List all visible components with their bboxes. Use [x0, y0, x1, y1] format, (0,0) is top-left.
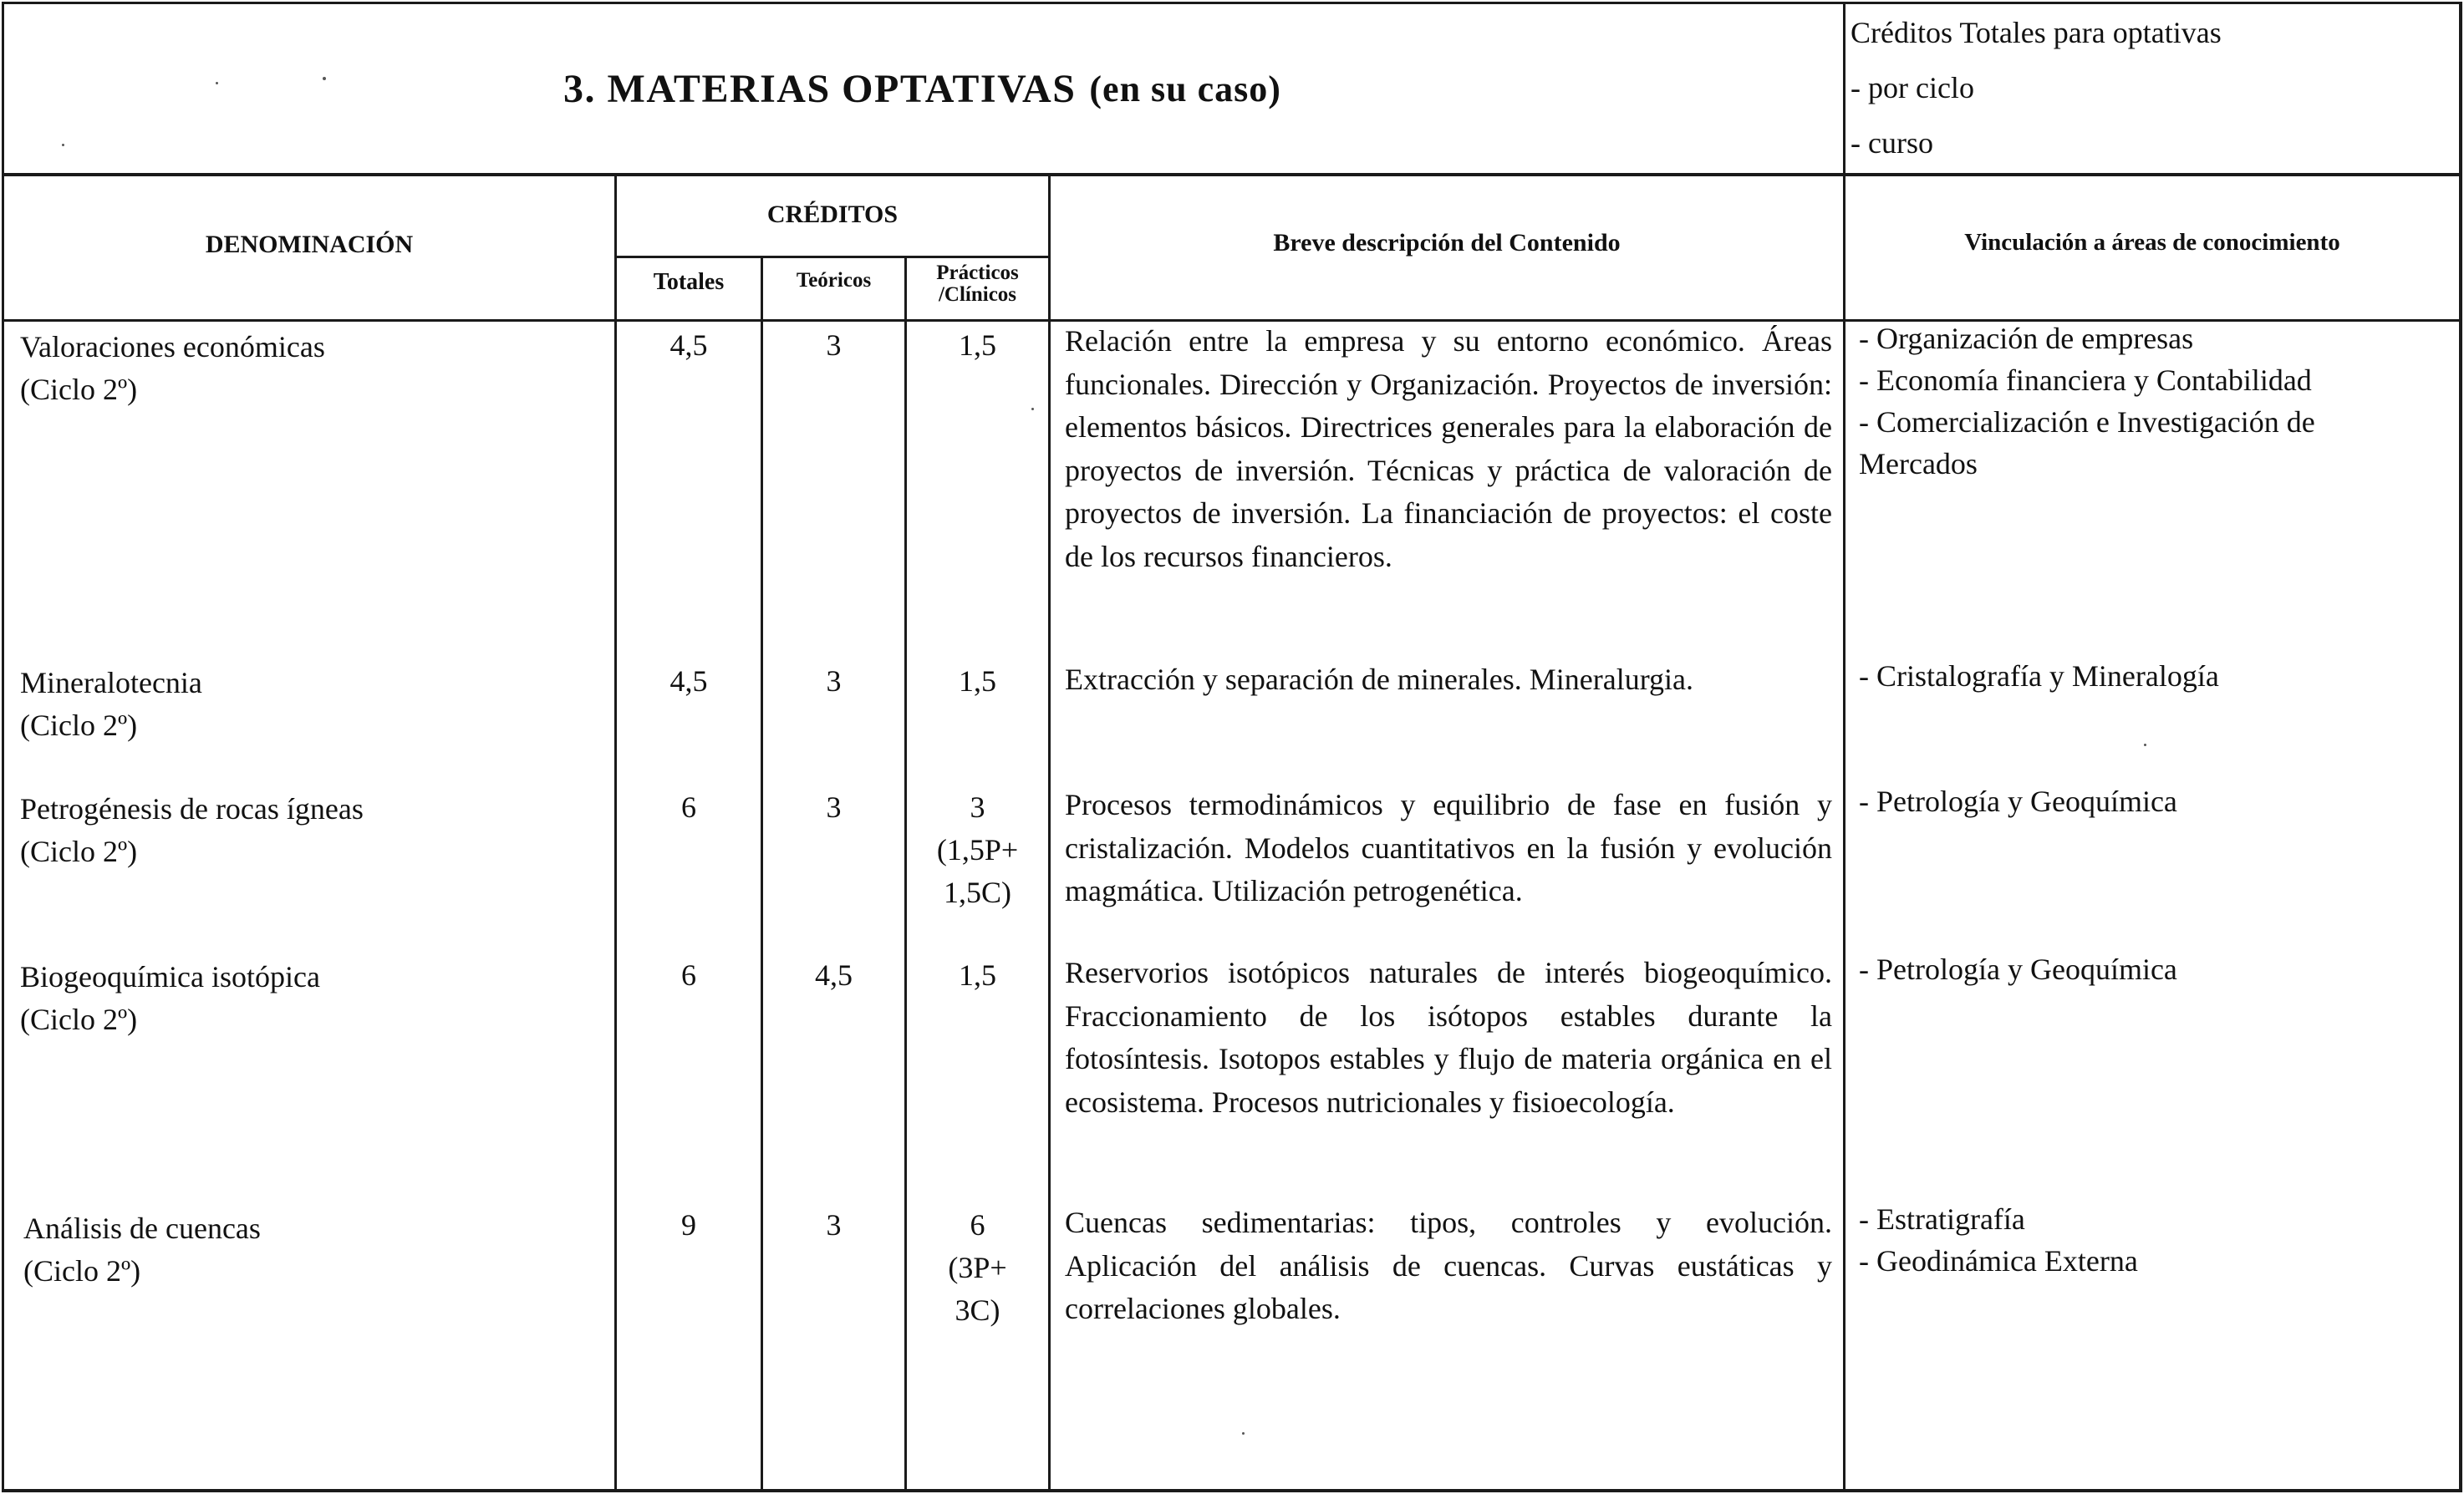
scan-speck: [2144, 744, 2146, 746]
subject-cycle: (Ciclo 2º): [20, 1003, 138, 1036]
subject-description: Relación entre la empresa y su entorno económico. Áreas funcionales. Dirección y Organización. Proyectos de inversión: elementos básicos. Directrices generales para la elaboración de proyectos de inversión. Técnicas y práctica de valoración de proyectos de inversión. La financiación de proyectos: el coste de los recursos financieros.: [1065, 324, 1832, 573]
header-descripcion: Breve descripción del Contenido: [1273, 229, 1621, 257]
credits-box-line1: Créditos Totales para optativas: [1851, 16, 2222, 49]
credits-totales: 4,5: [669, 664, 708, 698]
credits-practicos-line: (3P+: [948, 1251, 1007, 1284]
credits-teoricos: 3: [826, 664, 842, 698]
credits-box-divider: [1843, 2, 1845, 1492]
knowledge-areas: [1859, 780, 2177, 822]
practicos-divider: [1048, 173, 1051, 1492]
knowledge-areas: [1859, 1198, 2138, 1282]
credits-totales: 4,5: [669, 328, 708, 362]
table-row-name: [20, 956, 320, 1041]
header-teoricos: Teóricos: [796, 269, 872, 292]
subject-description: Cuencas sedimentarias: tipos, controles y evolución. Aplicación del análisis de cuencas. Curvas eustáticas y correlaciones globales.: [1065, 1206, 1832, 1325]
subject-cycle: (Ciclo 2º): [20, 709, 138, 742]
credits-practicos-line: (1,5P+: [936, 833, 1019, 866]
knowledge-area: - Economía financiera y Contabilidad: [1859, 363, 2312, 397]
denominacion-divider: [614, 173, 617, 1492]
credits-box-line2: - por ciclo: [1851, 71, 1974, 104]
credits-totales: 6: [681, 790, 696, 824]
scan-speck: [62, 144, 64, 146]
table-bottom-border: [2, 1489, 2462, 1492]
credits-practicos: [907, 786, 1048, 914]
credits-teoricos: 4,5: [815, 958, 853, 992]
credits-practicos: [907, 954, 1048, 997]
table-left-border: [2, 2, 4, 1492]
totales-divider: [761, 256, 763, 1492]
credits-practicos: [907, 660, 1048, 703]
table-row-name: [20, 788, 364, 873]
knowledge-areas: [1859, 655, 2219, 697]
header-practicos-line2: /Clínicos: [938, 283, 1017, 306]
header-denominacion: DENOMINACIÓN: [205, 231, 414, 258]
knowledge-area: Mercados: [1859, 447, 1978, 480]
credits-totales: 6: [681, 958, 696, 992]
knowledge-areas: [1859, 318, 2315, 485]
credits-practicos-line: 1,5C): [944, 876, 1011, 909]
scan-speck: [1031, 408, 1034, 410]
credits-totales: 9: [681, 1208, 696, 1242]
credits-practicos-line: 3: [970, 790, 985, 824]
subject-cycle: (Ciclo 2º): [20, 835, 138, 868]
knowledge-area: - Petrología y Geoquímica: [1859, 785, 2177, 818]
knowledge-area: - Cristalografía y Mineralogía: [1859, 659, 2219, 693]
table-row-name: [20, 662, 202, 747]
scan-speck: [1242, 1432, 1245, 1435]
subject-cycle: (Ciclo 2º): [20, 373, 138, 406]
credits-practicos-line: 6: [970, 1208, 985, 1242]
scan-speck: [216, 82, 218, 84]
credits-teoricos: 3: [826, 790, 842, 824]
credits-practicos-line: 1,5: [959, 664, 996, 698]
subject-description: Extracción y separación de minerales. Mineralurgia.: [1065, 663, 1694, 696]
subject-name: Valoraciones económicas: [20, 330, 325, 363]
subject-description: Reservorios isotópicos naturales de interés biogeoquímico. Fraccionamiento de los isótopos estables durante la fotosíntesis. Isotopos estables y flujo de materia orgánica en el ecosistema. Procesos nutricionales y fisioecología.: [1065, 956, 1832, 1119]
knowledge-area: - Petrología y Geoquímica: [1859, 953, 2177, 986]
header-practicos: [907, 262, 1048, 306]
table-row-name: [23, 1207, 261, 1293]
table-row-name: [20, 326, 325, 411]
header-practicos-line1: Prácticos: [936, 262, 1019, 284]
credits-practicos-line: 1,5: [959, 958, 996, 992]
subject-cycle: (Ciclo 2º): [23, 1254, 141, 1288]
subject-name: Petrogénesis de rocas ígneas: [20, 792, 364, 826]
title-text: 3. MATERIAS OPTATIVAS: [563, 66, 1077, 111]
header-creditos: CRÉDITOS: [766, 201, 899, 228]
knowledge-area: - Estratigrafía: [1859, 1202, 2025, 1236]
table-right-border: [2459, 2, 2462, 1492]
subject-name: Mineralotecnia: [20, 666, 202, 699]
creditos-header-divider: [614, 256, 1049, 258]
credits-box-line3: - curso: [1851, 126, 1933, 160]
credits-teoricos: 3: [826, 328, 842, 362]
subject-description: Procesos termodinámicos y equilibrio de fase en fusión y cristalización. Modelos cuantitativos en la fusión y evolución magmática. Utilización petrogenética.: [1065, 788, 1832, 907]
scan-speck: [323, 77, 326, 80]
page-title: [0, 0, 1845, 177]
subject-name: Biogeoquímica isotópica: [20, 960, 320, 993]
knowledge-area: - Comercialización e Investigación de: [1859, 405, 2315, 439]
knowledge-areas: [1859, 948, 2177, 990]
header-totales: Totales: [653, 269, 725, 295]
title-suffix: (en su caso): [1089, 68, 1281, 109]
credits-practicos: [907, 1204, 1048, 1332]
credits-box: [1851, 5, 2222, 170]
credits-practicos-line: 1,5: [959, 328, 996, 362]
header-vinculacion: Vinculación a áreas de conocimiento: [1964, 229, 2340, 256]
subject-name: Análisis de cuencas: [23, 1212, 261, 1245]
credits-practicos-line: 3C): [955, 1293, 1000, 1327]
credits-practicos: [907, 324, 1048, 367]
credits-teoricos: 3: [826, 1208, 842, 1242]
knowledge-area: - Organización de empresas: [1859, 322, 2194, 355]
knowledge-area: - Geodinámica Externa: [1859, 1244, 2138, 1278]
